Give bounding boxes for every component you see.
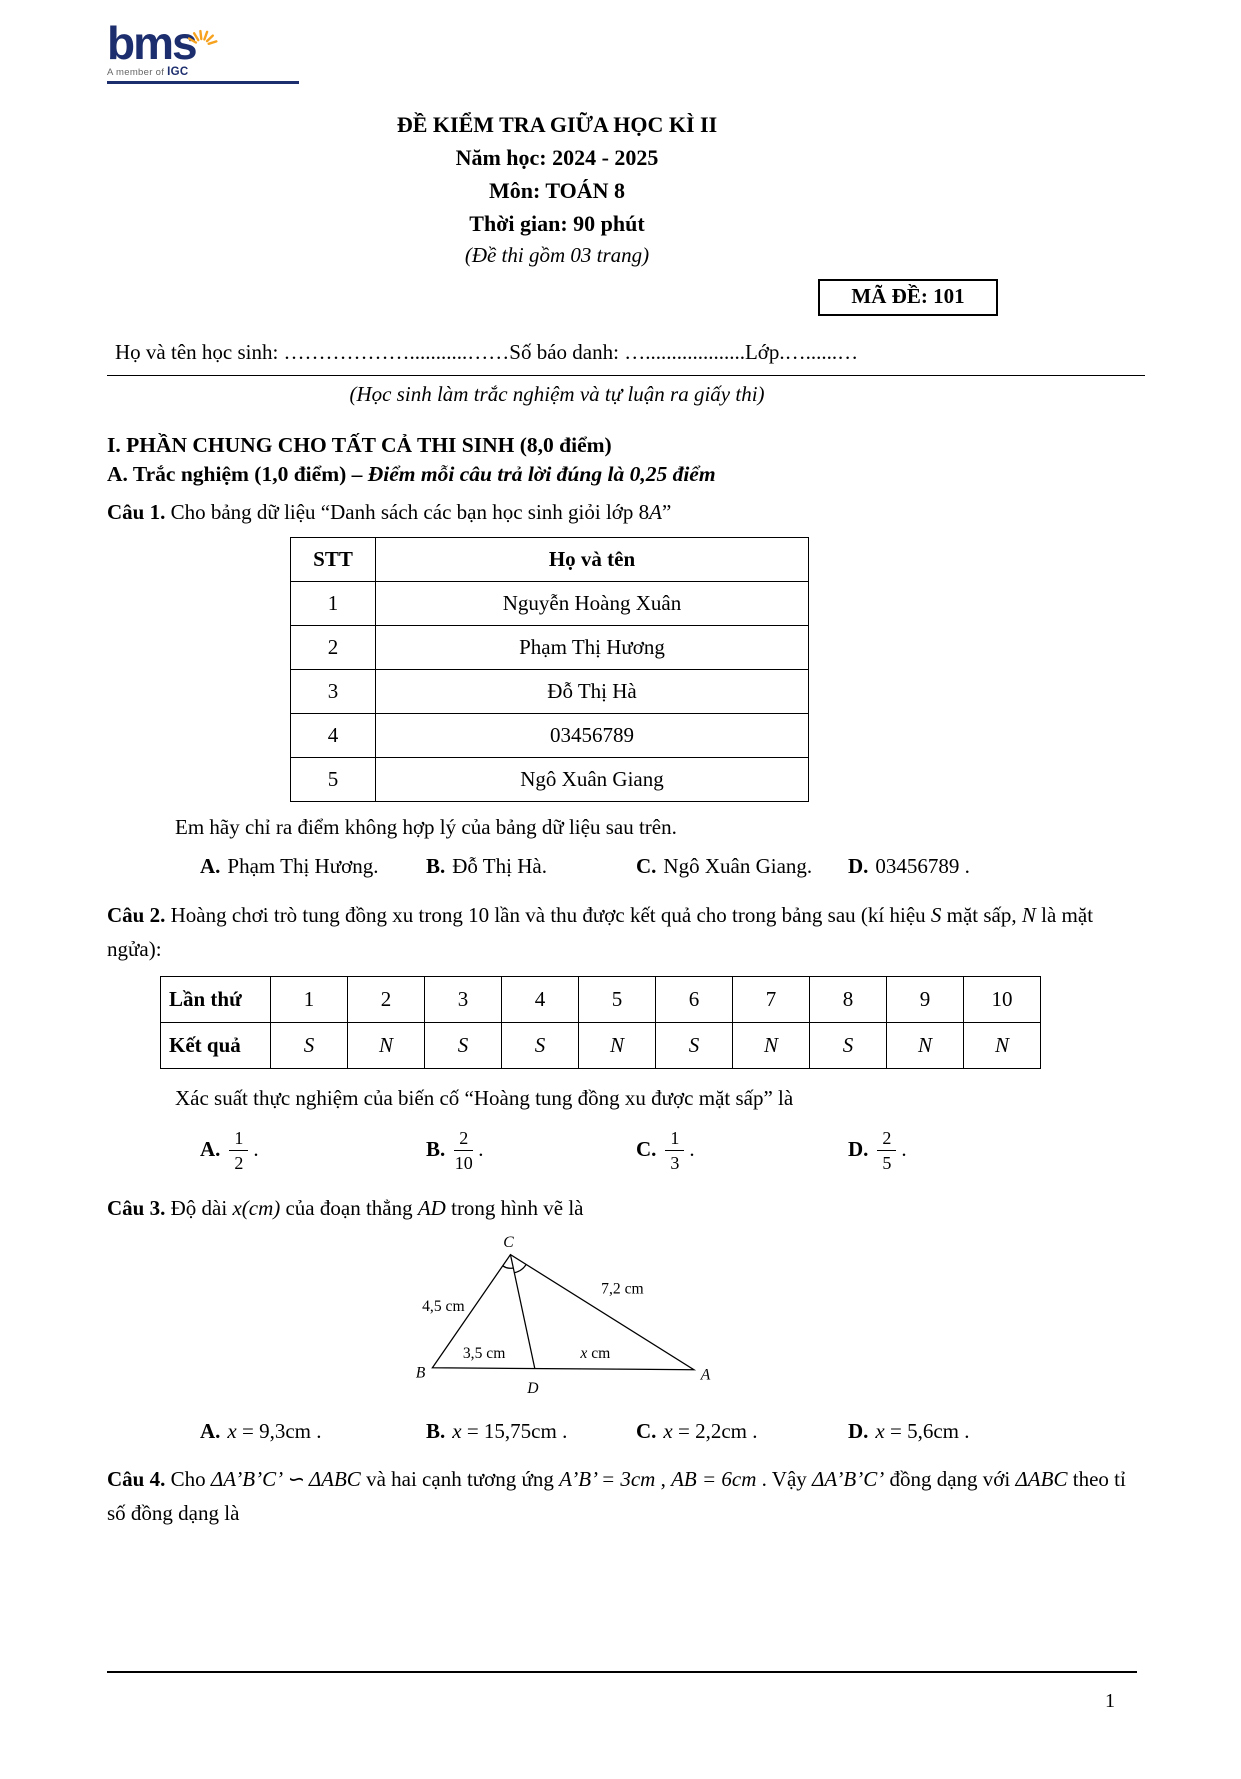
school-year: Năm học: 2024 - 2025	[455, 144, 659, 170]
attempt-cell: 6	[656, 976, 733, 1022]
vertex-label-c: C	[503, 1233, 514, 1251]
cau2-intro-3: là mặt ngửa):	[107, 902, 1094, 961]
option-label: C.	[636, 1418, 657, 1443]
cau3-option-d	[848, 1415, 970, 1449]
exam-title-block	[107, 108, 1007, 272]
cau2-table	[160, 976, 1041, 1069]
cau1-option-b	[426, 850, 636, 884]
option-label: C.	[636, 854, 657, 879]
result-cell: S	[502, 1022, 579, 1068]
cau3-math-ad: AD	[417, 1195, 446, 1220]
attempt-cell: 2	[348, 976, 425, 1022]
vertex-label-b: B	[415, 1364, 426, 1382]
cau3-intro: Độ dài	[165, 1195, 233, 1220]
fraction-numerator: 2	[877, 1127, 896, 1152]
option-var: x	[663, 1418, 673, 1443]
result-cell: N	[348, 1022, 425, 1068]
cau3-intro-2: của đoạn thẳng	[280, 1195, 418, 1220]
segment-label-bd: 3,5 cm	[462, 1344, 506, 1362]
exam-title: ĐỀ KIỂM TRA GIỮA HỌC KÌ II	[396, 111, 718, 137]
option-suffix: .	[253, 1136, 259, 1161]
logo-tagline-brand: IGC	[167, 66, 189, 79]
logo-underline	[107, 81, 299, 84]
logo	[107, 17, 327, 84]
cevian-cd	[510, 1254, 534, 1368]
attempt-cell: 1	[271, 976, 348, 1022]
result-cell: N	[733, 1022, 810, 1068]
cau1-label: Câu 1.	[107, 500, 166, 525]
option-label: B.	[426, 1136, 446, 1161]
cau2-option-b	[426, 1127, 636, 1175]
table-row	[291, 582, 809, 626]
attempt-cell: 3	[425, 976, 502, 1022]
cau2-math-n: N	[1021, 902, 1036, 927]
option-label: B.	[426, 854, 446, 879]
logo-tagline-text: A member of	[107, 67, 165, 79]
cau4-math-ab2: AB = 6cm	[671, 1467, 757, 1492]
option-label: A.	[200, 854, 221, 879]
cau1-option-c	[636, 850, 848, 884]
cau3-math-x: x(cm)	[232, 1195, 281, 1220]
cau2-intro: Hoàng chơi trò tung đồng xu trong 10 lần và thu được kết quả cho trong bảng sau (kí hiệu	[165, 902, 931, 927]
vertex-label-d: D	[527, 1379, 539, 1397]
pages-note: (Đề thi gồm 03 trang)	[464, 242, 650, 267]
option-label: C.	[636, 1136, 657, 1161]
cau4-math-similar: ΔA’B’C’ ∽ ΔABC	[210, 1467, 361, 1492]
cell-name: Nguyễn Hoàng Xuân	[376, 582, 809, 626]
cau1-intro: Cho bảng dữ liệu “Danh sách các bạn học sinh giỏi lớp 8	[165, 500, 650, 525]
option-text: = 2,2cm .	[672, 1418, 758, 1443]
cell-stt: 3	[291, 670, 376, 714]
cell-stt: 5	[291, 758, 376, 802]
cau2-intro-2: mặt sấp,	[941, 902, 1022, 927]
duration: Thời gian: 90 phút	[469, 210, 645, 236]
fraction-denominator: 10	[454, 1153, 473, 1174]
cau1-intro-close: ”	[661, 500, 672, 525]
option-suffix: .	[478, 1136, 484, 1161]
cau4-math-tri1: ΔA’B’C’	[812, 1467, 885, 1492]
option-text: Ngô Xuân Giang.	[663, 854, 813, 879]
angle-arc-right	[514, 1264, 526, 1272]
col-header-stt: STT	[291, 538, 376, 582]
table-header-row	[291, 538, 809, 582]
segment-label-da: x cm	[580, 1344, 611, 1362]
cell-stt: 4	[291, 714, 376, 758]
cell-name: Phạm Thị Hương	[376, 626, 809, 670]
cell-stt: 1	[291, 582, 376, 626]
section-a-heading-italic: Điểm mỗi câu trả lời đúng là 0,25 điểm	[367, 462, 716, 487]
option-text: = 15,75cm .	[461, 1418, 568, 1443]
student-info-line: Họ và tên học sinh: ………………...........……Số báo danh: …...................Lớp.…......…	[107, 340, 1145, 376]
fraction-numerator: 2	[454, 1127, 473, 1152]
option-suffix: .	[689, 1136, 695, 1161]
attempt-cell: 4	[502, 976, 579, 1022]
cau2-label: Câu 2.	[107, 902, 166, 927]
cau1-option-d	[848, 850, 970, 884]
section-a-heading	[107, 462, 1241, 487]
table-row	[291, 626, 809, 670]
option-text: Phạm Thị Hương.	[227, 854, 379, 879]
result-cell: S	[656, 1022, 733, 1068]
cau3-label: Câu 3.	[107, 1195, 166, 1220]
option-label: D.	[848, 854, 869, 879]
result-cell: N	[887, 1022, 964, 1068]
triangle-figure	[408, 1233, 730, 1404]
cau2-option-a	[200, 1127, 426, 1175]
attempt-cell: 5	[579, 976, 656, 1022]
attempt-cell: 10	[964, 976, 1041, 1022]
cau4-math-tri2: ΔABC	[1015, 1467, 1068, 1492]
option-text: Đỗ Thị Hà.	[452, 854, 547, 879]
fraction-denominator: 3	[670, 1153, 680, 1174]
result-cell: N	[579, 1022, 656, 1068]
cau3-option-b	[426, 1415, 636, 1449]
cau2-question: Xác suất thực nghiệm của biến cố “Hoàng tung đồng xu được mặt sấp” là	[175, 1085, 794, 1110]
row-header-attempt: Lần thứ	[161, 976, 271, 1022]
cau3-intro-3: trong hình vẽ là	[445, 1195, 584, 1220]
cau2-math-s: S	[930, 902, 942, 927]
row-header-result: Kết quả	[161, 1022, 271, 1068]
option-text: = 9,3cm .	[236, 1418, 322, 1443]
cau1-paragraph	[107, 495, 1137, 529]
fraction	[229, 1127, 248, 1175]
brand-logo-text: bms	[107, 17, 196, 69]
subject: Môn: TOÁN 8	[488, 177, 626, 203]
cau4-paragraph: Câu 4. Cho ΔA’B’C’ ∽ ΔABC và hai cạnh tương ứng A’B’ = 3cm , AB = 6cm . Vậy ΔA’B’C’ đồng dạng với ΔABC theo tỉ số đồng dạng là	[107, 1467, 1126, 1526]
instruction-note: (Học sinh làm trắc nghiệm và tự luận ra giấy thi)	[349, 382, 765, 407]
cau3-paragraph	[107, 1191, 1137, 1225]
option-label: B.	[426, 1418, 446, 1443]
result-cell: S	[810, 1022, 887, 1068]
cau1-intro-math: A	[649, 500, 662, 525]
option-label: D.	[848, 1136, 869, 1161]
cau1-question: Em hãy chỉ ra điểm không hợp lý của bảng dữ liệu sau trên.	[175, 815, 677, 840]
option-text: 03456789 .	[875, 854, 970, 879]
attempt-cell: 8	[810, 976, 887, 1022]
cau1-table	[290, 537, 809, 802]
cau2-options	[200, 1127, 1241, 1175]
option-label: A.	[200, 1418, 221, 1443]
cell-stt: 2	[291, 626, 376, 670]
option-label: A.	[200, 1136, 221, 1161]
fraction-numerator: 1	[665, 1127, 684, 1152]
result-cell: N	[964, 1022, 1041, 1068]
result-cell: S	[271, 1022, 348, 1068]
sunburst-icon	[188, 16, 222, 48]
fraction-denominator: 2	[234, 1153, 244, 1174]
cau3-option-a	[200, 1415, 426, 1449]
side-label-ca: 7,2 cm	[601, 1280, 644, 1298]
fraction	[665, 1127, 684, 1175]
fraction	[454, 1127, 473, 1175]
attempt-cell: 9	[887, 976, 964, 1022]
col-header-name: Họ và tên	[376, 538, 809, 582]
cau2-option-d	[848, 1127, 907, 1175]
option-var: x	[875, 1418, 885, 1443]
table-row	[291, 670, 809, 714]
cau2-option-c	[636, 1127, 848, 1175]
table-row	[291, 714, 809, 758]
option-text: = 5,6cm .	[884, 1418, 970, 1443]
cell-name: Đỗ Thị Hà	[376, 670, 809, 714]
attempt-cell: 7	[733, 976, 810, 1022]
cau3-option-c	[636, 1415, 848, 1449]
section-a-heading-bold: A. Trắc nghiệm (1,0 điểm) –	[107, 462, 368, 487]
fraction-denominator: 5	[882, 1153, 892, 1174]
cau1-option-a	[200, 850, 426, 884]
option-suffix: .	[901, 1136, 907, 1161]
cau4-label: Câu 4.	[107, 1467, 166, 1492]
option-var: x	[452, 1418, 462, 1443]
result-cell: S	[425, 1022, 502, 1068]
cell-name: 03456789	[376, 714, 809, 758]
table-row	[291, 758, 809, 802]
vertex-label-a: A	[700, 1366, 711, 1384]
triangle-diagram	[408, 1233, 730, 1409]
option-var: x	[227, 1418, 237, 1443]
fraction-numerator: 1	[229, 1127, 248, 1152]
footer-divider	[107, 1671, 1137, 1673]
table-row-attempts	[161, 976, 1041, 1022]
side-label-bc: 4,5 cm	[422, 1297, 465, 1315]
cau4-math-ab1: A’B’ = 3cm	[559, 1467, 656, 1492]
cau1-options	[200, 850, 1241, 884]
cell-name: Ngô Xuân Giang	[376, 758, 809, 802]
page-number: 1	[1105, 1690, 1115, 1712]
option-label: D.	[848, 1418, 869, 1443]
fraction	[877, 1127, 896, 1175]
cau3-options	[200, 1415, 1241, 1449]
angle-arc-left	[503, 1266, 514, 1268]
section-1-heading: I. PHẦN CHUNG CHO TẤT CẢ THI SINH (8,0 điểm)	[107, 433, 612, 458]
exam-code-box: MÃ ĐỀ: 101	[818, 279, 998, 316]
brand-logo	[107, 17, 222, 69]
cau2-paragraph	[107, 898, 1137, 966]
table-row-results	[161, 1022, 1041, 1068]
logo-tagline	[107, 66, 327, 78]
